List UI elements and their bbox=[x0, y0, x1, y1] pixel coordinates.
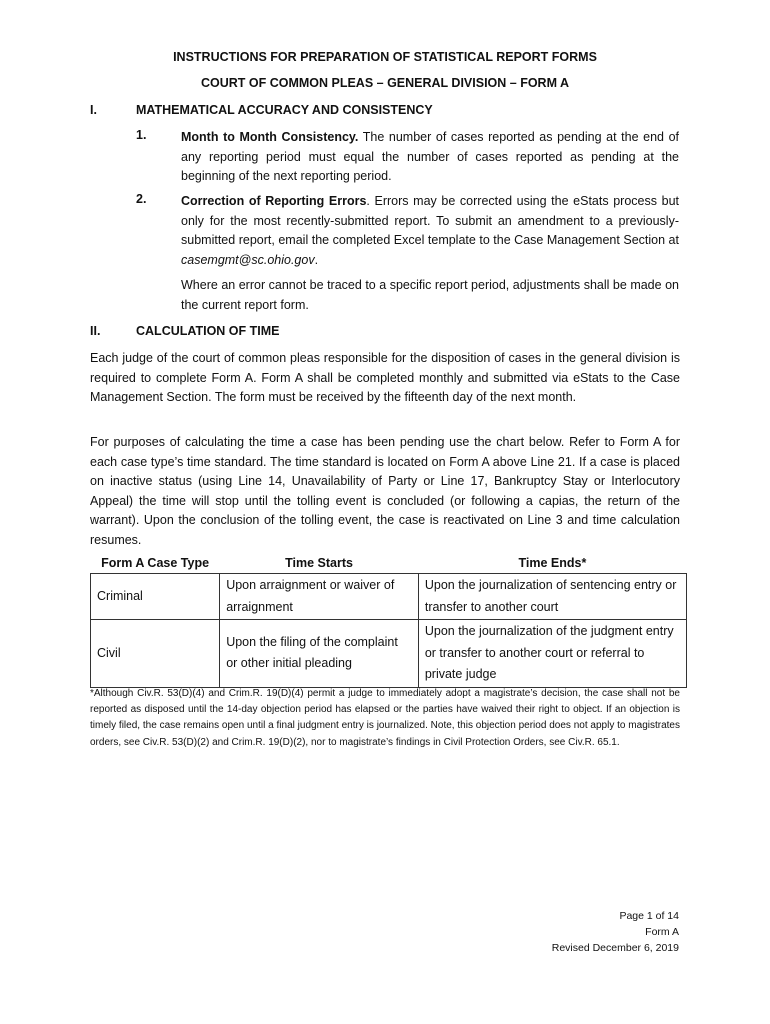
item-2-number: 2. bbox=[136, 192, 147, 206]
table-header-time-ends: Time Ends* bbox=[518, 556, 587, 570]
item-2-body-end: . bbox=[314, 252, 319, 267]
table-cell-time-ends: Upon the journalization of the judgment entry or transfer to another court or referral to private judge bbox=[418, 620, 686, 688]
page-footer bbox=[552, 908, 679, 956]
item-1-number: 1. bbox=[136, 128, 147, 142]
table-cell-case-type: Criminal bbox=[91, 574, 220, 620]
item-2-heading: Correction of Reporting Errors bbox=[181, 194, 367, 208]
item-1-body: The number of cases reported as pending at the end of any reporting period must equal the number of cases reported as pending at the beginning of the next reporting period. bbox=[181, 130, 679, 184]
section-1-title: MATHEMATICAL ACCURACY AND CONSISTENCY bbox=[136, 103, 433, 117]
page-number: Page 1 of 14 bbox=[619, 910, 679, 922]
section-2-paragraph-2: For purposes of calculating the time a case has been pending use the chart below. Refer to Form A for each case type’s time standard. The time standard is located on Form A above Line 21. If a case is placed on inactive status (using Line 14, Unavailability of Party or Line 17, Bankruptcy Stay or Interlocutory Appeal) the time will stop until the tolling event is concluded (or following a capias, the return of the warrant). Upon the conclusion of the tolling event, the case is reactivated on Line 3 and time calculation resumes. bbox=[90, 435, 680, 547]
table-cell-time-starts: Upon arraignment or waiver of arraignment bbox=[220, 574, 419, 620]
item-1-heading: Month to Month Consistency. bbox=[181, 130, 359, 144]
table-footnote: *Although Civ.R. 53(D)(4) and Crim.R. 19(D)(4) permit a judge to immediately adopt a magistrate’s decision, the case shall not be reported as disposed until the 14-day objection period has elapsed or the parties have waived their right to object. If an objection is timely filed, the case remains open until a final judgment entry is journalized. Note, this objection period does not apply to magistrates orders, see Civ.R. 53(D)(2) and Crim.R. 19(D)(2), nor to magistrate’s findings in Civil Protection Orders, see Civ.R. 65.1. bbox=[90, 688, 680, 748]
section-1-number: I. bbox=[90, 103, 97, 117]
item-1-text bbox=[181, 128, 679, 187]
table-header-row bbox=[91, 553, 687, 574]
table-row bbox=[91, 574, 687, 620]
adjustment-note: Where an error cannot be traced to a specific report period, adjustments shall be made on the current report form. bbox=[181, 278, 679, 312]
table-header-time-starts: Time Starts bbox=[285, 556, 353, 570]
table-header-case-type: Form A Case Type bbox=[101, 556, 210, 570]
item-2-text bbox=[181, 192, 679, 270]
table-cell-time-ends: Upon the journalization of sentencing entry or transfer to another court bbox=[418, 574, 686, 620]
table-cell-case-type: Civil bbox=[91, 620, 220, 688]
contact-email: casemgmt@sc.ohio.gov bbox=[181, 252, 315, 267]
time-calculation-table bbox=[90, 553, 687, 688]
form-label: Form A bbox=[645, 926, 679, 938]
section-2-paragraph-1: Each judge of the court of common pleas responsible for the disposition of cases in the general division is required to complete Form A. Form A shall be completed monthly and submitted via eStats to the Case Management Section. The form must be received by the fifteenth day of the next month. bbox=[90, 351, 680, 405]
revision-date: Revised December 6, 2019 bbox=[551, 942, 679, 954]
document-subtitle: COURT OF COMMON PLEAS – GENERAL DIVISION – FORM A bbox=[200, 76, 570, 90]
item-2-body: . Errors may be corrected using the eStats process but only for the most recently-submitted report. To submit an amendment to a previously-submitted report, email the completed Excel template to the Case Management Section at bbox=[181, 194, 679, 248]
section-2-title: CALCULATION OF TIME bbox=[136, 324, 280, 338]
table-row bbox=[91, 620, 687, 688]
document-title: INSTRUCTIONS FOR PREPARATION OF STATISTICAL REPORT FORMS bbox=[173, 50, 597, 64]
table-cell-time-starts: Upon the filing of the complaint or other initial pleading bbox=[220, 620, 419, 688]
section-2-number: II. bbox=[90, 324, 101, 338]
